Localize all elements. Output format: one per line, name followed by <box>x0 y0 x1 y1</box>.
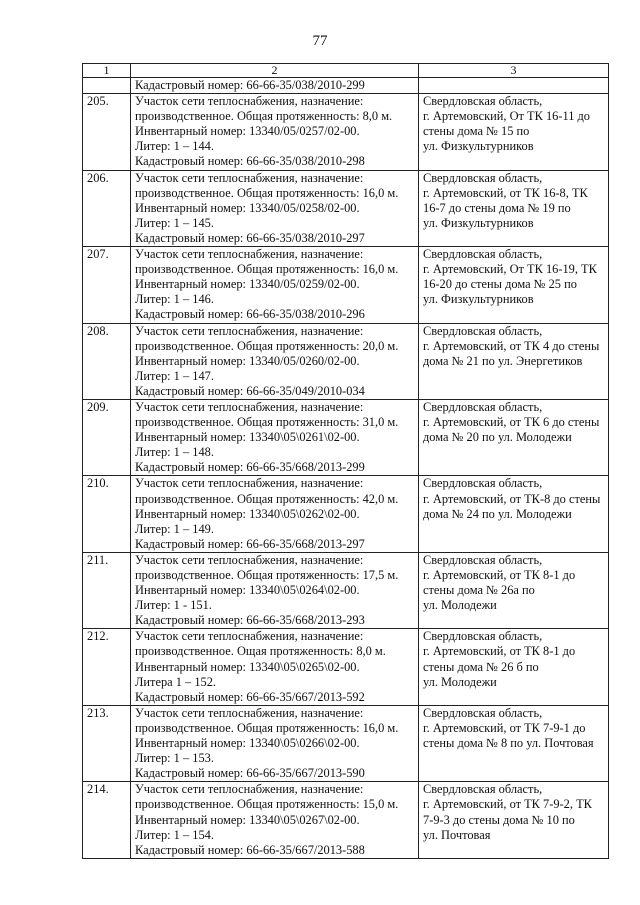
description-line: Кадастровый номер: 66-66-35/038/2010-296 <box>135 307 365 322</box>
description-line: Участок сети теплоснабжения, назначение: <box>135 782 364 797</box>
description-line: Инвентарный номер: 13340\05\0261\02-00. <box>135 430 360 445</box>
address-line: г. Артемовский, от ТК 7-9-2, ТК <box>423 797 592 812</box>
address-line: г. Артемовский, От ТК 16-11 до <box>423 109 590 124</box>
description-line: Литер: 1 – 146. <box>135 292 214 307</box>
row-number: 205. <box>83 94 131 170</box>
description-line: Инвентарный номер: 13340\05\0264\02-00. <box>135 583 360 598</box>
description-line: Участок сети теплоснабжения, назначение: <box>135 94 364 109</box>
description-line: Литер: 1 – 153. <box>135 751 214 766</box>
description-line: Литер: 1 – 149. <box>135 521 214 536</box>
description-line: Участок сети теплоснабжения, назначение: <box>135 552 364 567</box>
description-line: производственное. Общая протяженность: 17,5 м. <box>135 568 399 582</box>
row-number: 209. <box>83 399 131 475</box>
description-line: Литер: 1 – 148. <box>135 445 214 460</box>
description-line: Инвентарный номер: 13340\05\0265\02-00. <box>135 659 360 674</box>
object-address <box>419 247 609 323</box>
address-line: Свердловская область, <box>423 552 543 567</box>
description-line: Кадастровый номер: 66-66-35/668/2013-293 <box>135 613 365 628</box>
row-number: 207. <box>83 247 131 323</box>
address-line: ул. Молодежи <box>423 674 497 689</box>
row-number: 206. <box>83 170 131 246</box>
table-row <box>83 782 609 858</box>
object-description <box>131 247 419 323</box>
description-line: Литер: 1 – 145. <box>135 215 214 230</box>
description-line: Кадастровый номер: 66-66-35/667/2013-590 <box>135 766 365 781</box>
address-line: Свердловская область, <box>423 170 543 185</box>
header-row <box>83 64 609 78</box>
description-line: Литера 1 – 152. <box>135 674 217 689</box>
description-line: Инвентарный номер: 13340/05/0260/02-00. <box>135 353 360 368</box>
address-line: дома № 24 по ул. Молодежи <box>423 506 572 521</box>
address-line: Свердловская область, <box>423 705 543 720</box>
description-line: производственное. Общая протяженность: 16,0 м. <box>135 262 399 277</box>
row-number: 213. <box>83 705 131 781</box>
row-number: 214. <box>83 782 131 858</box>
description-line: Кадастровый номер: 66-66-35/038/2010-298 <box>135 154 365 169</box>
object-address <box>419 399 609 475</box>
row-number: 211. <box>83 552 131 628</box>
table-row <box>83 399 609 475</box>
table-row <box>83 629 609 705</box>
description-line: производственное. Общая протяженность: 16,0 м. <box>135 185 399 200</box>
address-line: стены дома № 8 по ул. Почтовая <box>423 736 594 751</box>
description-line: Участок сети теплоснабжения, назначение: <box>135 247 364 262</box>
description-line: Кадастровый номер: 66-66-35/668/2013-299 <box>135 460 365 475</box>
object-address <box>419 94 609 170</box>
description-line: Кадастровый номер: 66-66-35/038/2010-297 <box>135 230 365 245</box>
description-line: производственное. Общая протяженность: 31,0 м. <box>135 415 399 430</box>
object-address <box>419 323 609 399</box>
address-line: г. Артемовский, от ТК-8 до стены <box>423 491 601 506</box>
column-header-3: 3 <box>419 64 609 78</box>
address-line: 16-7 до стены дома № 19 по <box>423 200 571 215</box>
address-line: ул. Физкультурников <box>423 139 534 154</box>
address-line: 16-20 до стены дома № 25 по <box>423 277 577 292</box>
page-number: 77 <box>312 33 328 49</box>
address-line: Свердловская область, <box>423 323 543 338</box>
object-address <box>419 705 609 781</box>
object-description <box>131 94 419 170</box>
description-line: Инвентарный номер: 13340/05/0258/02-00. <box>135 200 360 215</box>
description-line: производственное. Ощая протяженность: 8,0 м. <box>135 644 386 659</box>
description-line: Инвентарный номер: 13340\05\0262\02-00. <box>135 506 360 521</box>
continuation-num-cell <box>83 78 131 94</box>
address-line: дома № 20 по ул. Молодежи <box>423 430 572 445</box>
object-description <box>131 629 419 705</box>
object-description <box>131 476 419 552</box>
continuation-cell <box>131 78 419 94</box>
object-description <box>131 170 419 246</box>
description-line: Литер: 1 – 144. <box>135 139 214 154</box>
description-line: производственное. Общая протяженность: 8,0 м. <box>135 109 393 124</box>
address-line: стены дома № 26 б по <box>423 659 539 674</box>
table-row <box>83 705 609 781</box>
address-line: г. Артемовский, от ТК 8-1 до <box>423 644 576 659</box>
description-line: Кадастровый номер: 66-66-35/668/2013-297 <box>135 536 365 551</box>
address-line: Свердловская область, <box>423 399 543 414</box>
continuation-text: Кадастровый номер: 66-66-35/038/2010-299 <box>135 78 365 92</box>
address-line: дома № 21 по ул. Энергетиков <box>423 353 583 368</box>
address-line: г. Артемовский, от ТК 4 до стены <box>423 338 600 353</box>
row-number: 210. <box>83 476 131 552</box>
column-header-2: 2 <box>131 64 419 78</box>
description-line: Инвентарный номер: 13340\05\0267\02-00. <box>135 812 360 827</box>
description-line: производственное. Общая протяженность: 16,0 м. <box>135 720 399 735</box>
address-line: г. Артемовский, от ТК 7-9-1 до <box>423 720 586 735</box>
address-line: Свердловская область, <box>423 94 543 109</box>
registry-table <box>82 63 609 859</box>
table-row <box>83 94 609 170</box>
description-line: Литер: 1 - 151. <box>135 598 212 613</box>
address-line: Свердловская область, <box>423 782 543 797</box>
object-address <box>419 629 609 705</box>
address-line: ул. Молодежи <box>423 598 497 613</box>
description-line: Литер: 1 – 154. <box>135 827 214 842</box>
description-line: Инвентарный номер: 13340/05/0259/02-00. <box>135 277 360 292</box>
description-line: Участок сети теплоснабжения, назначение: <box>135 170 364 185</box>
continuation-row <box>83 78 609 94</box>
table-row <box>83 552 609 628</box>
object-description <box>131 399 419 475</box>
table-body <box>83 78 609 859</box>
table-row <box>83 323 609 399</box>
description-line: Участок сети теплоснабжения, назначение: <box>135 629 364 644</box>
description-line: Участок сети теплоснабжения, назначение: <box>135 399 364 414</box>
object-description <box>131 552 419 628</box>
description-line: Кадастровый номер: 66-66-35/667/2013-588 <box>135 842 365 857</box>
description-line: Литер: 1 – 147. <box>135 368 214 383</box>
object-description <box>131 782 419 858</box>
continuation-addr-cell <box>419 78 609 94</box>
description-line: Участок сети теплоснабжения, назначение: <box>135 705 364 720</box>
address-line: ул. Физкультурников <box>423 292 534 307</box>
description-line: Участок сети теплоснабжения, назначение: <box>135 476 364 491</box>
address-line: г. Артемовский, от ТК 16-8, ТК <box>423 185 588 200</box>
description-line: Кадастровый номер: 66-66-35/049/2010-034 <box>135 383 365 398</box>
address-line: ул. Почтовая <box>423 827 491 842</box>
description-line: Участок сети теплоснабжения, назначение: <box>135 323 364 338</box>
description-line: Инвентарный номер: 13340\05\0266\02-00. <box>135 736 360 751</box>
column-header-1: 1 <box>83 64 131 78</box>
address-line: ул. Физкультурников <box>423 215 534 230</box>
address-line: г. Артемовский, От ТК 16-19, ТК <box>423 262 597 277</box>
address-line: 7-9-3 до стены дома № 10 по <box>423 812 575 827</box>
object-description <box>131 705 419 781</box>
address-line: Свердловская область, <box>423 476 543 491</box>
description-line: Кадастровый номер: 66-66-35/667/2013-592 <box>135 689 365 704</box>
address-line: г. Артемовский, от ТК 8-1 до <box>423 568 576 582</box>
address-line: стены дома № 15 по <box>423 124 530 139</box>
row-number: 212. <box>83 629 131 705</box>
address-line: Свердловская область, <box>423 247 543 262</box>
table-row <box>83 170 609 246</box>
object-address <box>419 476 609 552</box>
description-line: производственное. Общая протяженность: 15,0 м. <box>135 797 399 812</box>
row-number: 208. <box>83 323 131 399</box>
address-line: г. Артемовский, от ТК 6 до стены <box>423 415 600 430</box>
description-line: Инвентарный номер: 13340/05/0257/02-00. <box>135 124 360 139</box>
object-address <box>419 170 609 246</box>
table-row <box>83 476 609 552</box>
table-row <box>83 247 609 323</box>
address-line: стены дома № 26а по <box>423 583 535 598</box>
address-line: Свердловская область, <box>423 629 543 644</box>
description-line: производственное. Общая протяженность: 42,0 м. <box>135 491 399 506</box>
object-address <box>419 782 609 858</box>
object-description <box>131 323 419 399</box>
object-address <box>419 552 609 628</box>
description-line: производственное. Общая протяженность: 20,0 м. <box>135 338 399 353</box>
